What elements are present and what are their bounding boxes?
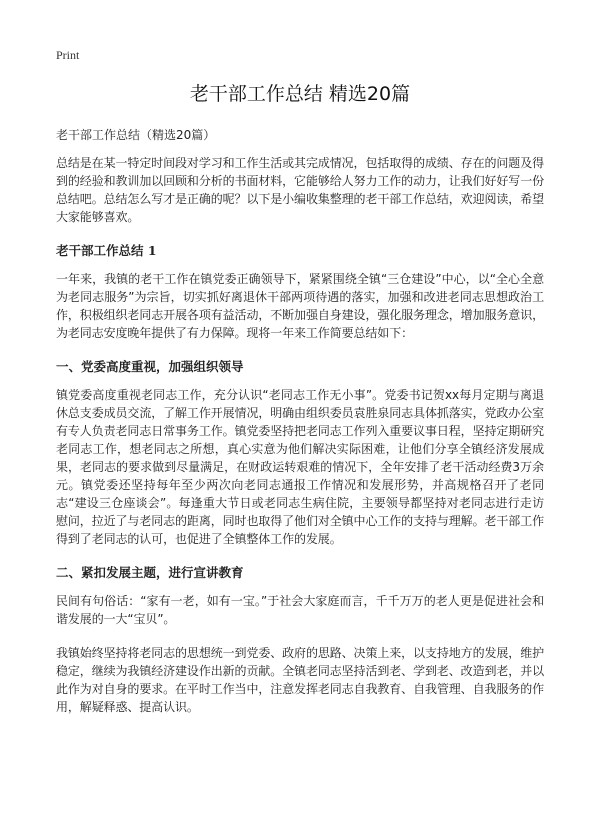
part-1-heading: 一、党委高度重视，加强组织领导 xyxy=(56,359,244,374)
intro-paragraph: 总结是在某一特定时间段对学习和工作生活或其完成情况，包括取得的成绩、存在的问题及得到的经验和教训加以回顾和分析的书面材料，它能够给人努力工作的动力，让我们好好写一份总结吧。总结怎么写才是正确的呢？以下是小编收集整理的老干部工作总结，欢迎阅读，希望大家能够喜欢。 xyxy=(56,156,544,224)
part-2-heading: 二、紧扣发展主题，进行宣讲教育 xyxy=(56,565,244,580)
part-2-paragraph-2: 我镇始终坚持将老同志的思想统一到党委、政府的思路、决策上来，以支持地方的发展，维护稳定，继续为我镇经济建设作出新的贡献。全镇老同志坚持活到老、学到老、改造到老，并以此作为对自身的要求。在平时工作当中，注意发挥老同志自我教育、自我管理、自我服务的作用，解疑释惑、提高认识。 xyxy=(56,646,544,714)
document-subtitle: 老干部工作总结（精选20篇） xyxy=(56,128,216,142)
section-1-intro-paragraph: 一年来，我镇的老干工作在镇党委正确领导下，紧紧围绕全镇“三仓建设”中心，以“全心全意为老同志服务”为宗旨，切实抓好离退休干部两项待遇的落实，加强和改进老同志思想政治工作，积极组织老同志开展各项有益活动，不断加强自身建设，强化服务理念，增加服务意识，为老同志安度晚年提供了有力保障。现将一年来工作简要总结如下： xyxy=(56,272,544,340)
print-link[interactable]: Print xyxy=(56,48,80,62)
section-1-heading: 老干部工作总结 1 xyxy=(56,243,157,258)
part-2-paragraph-1: 民间有句俗话：“家有一老，如有一宝。”于社会大家庭而言，千千万万的老人更是促进社会和谐发展的一大“宝贝”。 xyxy=(56,594,544,626)
page-title: 老干部工作总结 精选20篇 xyxy=(189,83,411,105)
part-1-paragraph: 镇党委高度重视老同志工作，充分认识“老同志工作无小事”。党委书记贺xx每月定期与离退休总支委成员交流，了解工作开展情况，明确由组织委员袁胜泉同志具体抓落实，党政办公室有专人负责老同志日常事务工作。镇党委坚持把老同志工作列入重要议事日程，坚持定期研究老同志工作，想老同志之所想，真心实意为他们解决实际困难，让他们分享全镇经济发展成果，老同志的要求做到尽量满足，在财政运转艰难的情况下，全年安排了老干活动经费3万余元。镇党委还坚持每年至少两次向老同志通报工作情况和发展形势，并高规格召开了老同志“建设三仓座谈会”。每逢重大节日或老同志生病住院，主要领导都坚持对老同志进行走访慰问，拉近了与老同志的距离，同时也取得了他们对全镇中心工作的支持与理解。老干部工作得到了老同志的认可，也促进了全镇整体工作的发展。 xyxy=(56,388,544,546)
